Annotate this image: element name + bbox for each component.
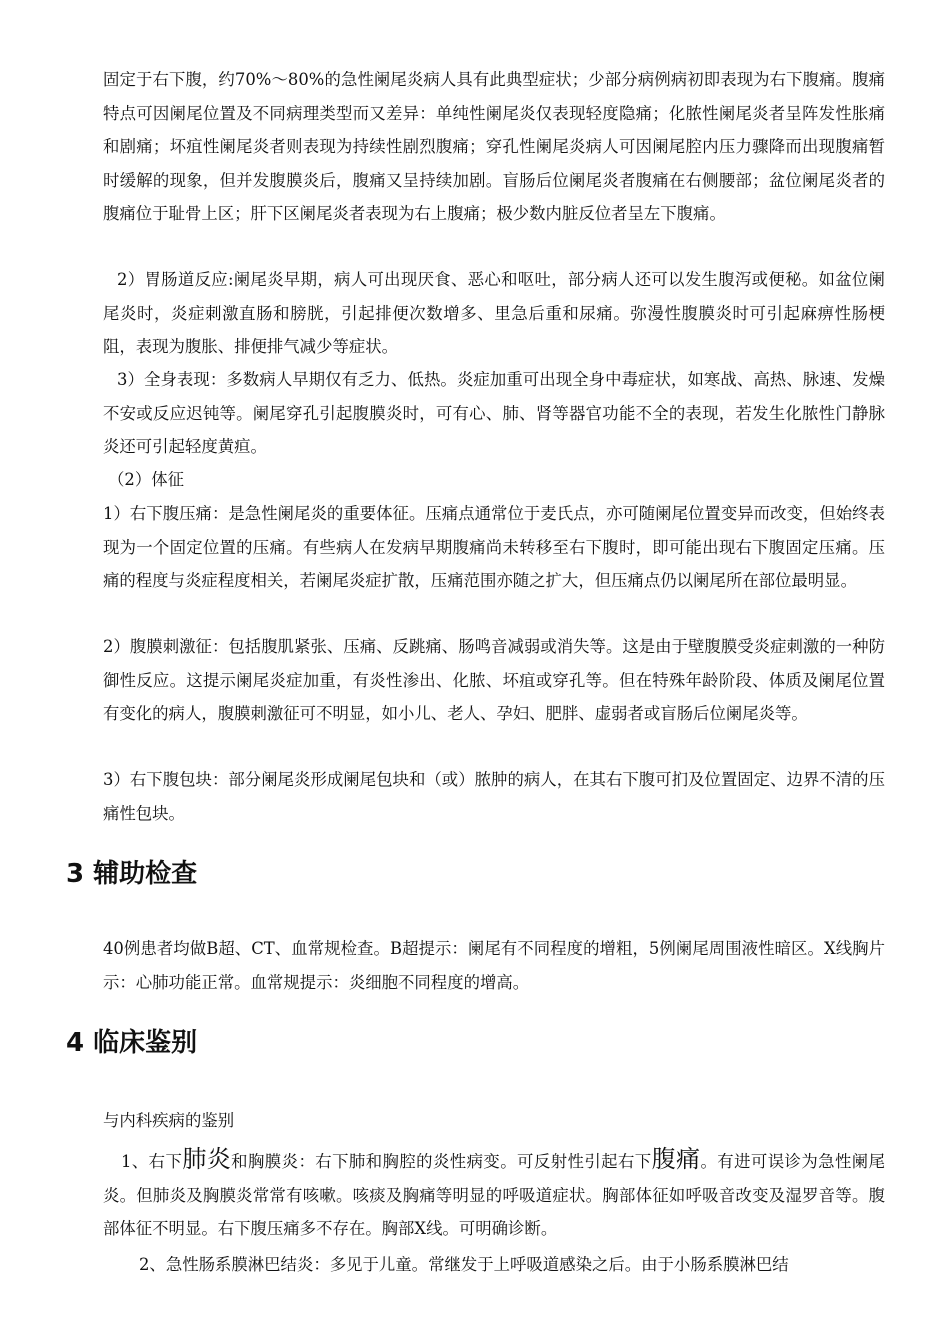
paragraph-rlq-mass: 3）右下腹包块：部分阑尾炎形成阑尾包块和（或）脓肿的病人，在其右下腹可扪及位置固定、边界不清的压痛性包块。 [103,770,885,823]
signs-heading: （2）体征 [108,470,184,489]
list-item-pneumonia [103,1143,885,1246]
paragraph-auxiliary-exam: 40例患者均做B超、CT、血常规检查。B超提示：阑尾有不同程度的增粗，5例阑尾周围液性暗区。X线胸片示：心肺功能正常。血常规提示：炎细胞不同程度的增高。 [103,939,885,992]
item1-part-e: 。有进可误诊为急性阑尾炎。但肺炎及胸膜炎常常有咳嗽。咳痰及胸痛等明显的呼吸道症状。胸部体征如呼吸音改变及湿罗音等。腹部体征不明显。右下腹压痛多不存在。胸部X线。可明确诊断。 [103,1152,886,1238]
section-heading-3: 3 辅助检查 [66,859,198,889]
item1-part-d: 腹痛 [651,1145,701,1173]
item1-part-a: 1、右下 [121,1152,183,1171]
paragraph-abdominal-pain: 固定于右下腹，约70%～80%的急性阑尾炎病人具有此典型症状；少部分病例病初即表现为右下腹痛。腹痛特点可因阑尾位置及不同病理类型而又差异：单纯性阑尾炎仅表现轻度隐痛；化脓性阑尾炎者呈阵发性胀痛和剧痛；坏疽性阑尾炎者则表现为持续性剧烈腹痛；穿孔性阑尾炎病人可因阑尾腔内压力骤降而出现腹痛暂时缓解的现象，但并发腹膜炎后，腹痛又呈持续加剧。盲肠后位阑尾炎者腹痛在右侧腰部；盆位阑尾炎者的腹痛位于耻骨上区；肝下区阑尾炎者表现为右上腹痛；极少数内脏反位者呈左下腹痛。 [103,70,885,223]
paragraph-gi-reaction: 2）胃肠道反应:阑尾炎早期，病人可出现厌食、恶心和呕吐，部分病人还可以发生腹泻或便秘。如盆位阑尾炎时，炎症刺激直肠和膀胱，引起排便次数增多、里急后重和尿痛。弥漫性腹膜炎时可引起麻痹性肠梗阻，表现为腹胀、排便排气减少等症状。 [103,270,885,356]
item1-part-c: 和胸膜炎：右下肺和胸腔的炎性病变。可反射性引起右下 [231,1152,652,1171]
section-heading-4: 4 临床鉴别 [66,1028,198,1058]
item1-part-b: 肺炎 [182,1145,232,1173]
paragraph-systemic-symptoms: 3）全身表现：多数病人早期仅有乏力、低热。炎症加重可出现全身中毒症状，如寒战、高热、脉速、发燥不安或反应迟钝等。阑尾穿孔引起腹膜炎时，可有心、肺、肾等器官功能不全的表现，若发生化脓性门静脉炎还可引起轻度黄疸。 [103,370,885,456]
list-item-mesenteric-lymphadenitis: 2、急性肠系膜淋巴结炎：多见于儿童。常继发于上呼吸道感染之后。由于小肠系膜淋巴结 [139,1255,789,1274]
paragraph-peritoneal-signs: 2）腹膜刺激征：包括腹肌紧张、压痛、反跳痛、肠鸣音减弱或消失等。这是由于壁腹膜受炎症刺激的一种防御性反应。这提示阑尾炎症加重，有炎性渗出、化脓、坏疽或穿孔等。但在特殊年龄阶段、体质及阑尾位置有变化的病人，腹膜刺激征可不明显，如小儿、老人、孕妇、肥胖、虚弱者或盲肠后位阑尾炎等。 [103,637,885,723]
paragraph-rlq-tenderness: 1）右下腹压痛：是急性阑尾炎的重要体征。压痛点通常位于麦氏点，亦可随阑尾位置变异而改变，但始终表现为一个固定位置的压痛。有些病人在发病早期腹痛尚未转移至右下腹时，即可能出现右下腹固定压痛。压痛的程度与炎症程度相关，若阑尾炎症扩散，压痛范围亦随之扩大，但压痛点仍以阑尾所在部位最明显。 [103,504,885,590]
subheading-internal-diseases: 与内科疾病的鉴别 [103,1111,235,1130]
